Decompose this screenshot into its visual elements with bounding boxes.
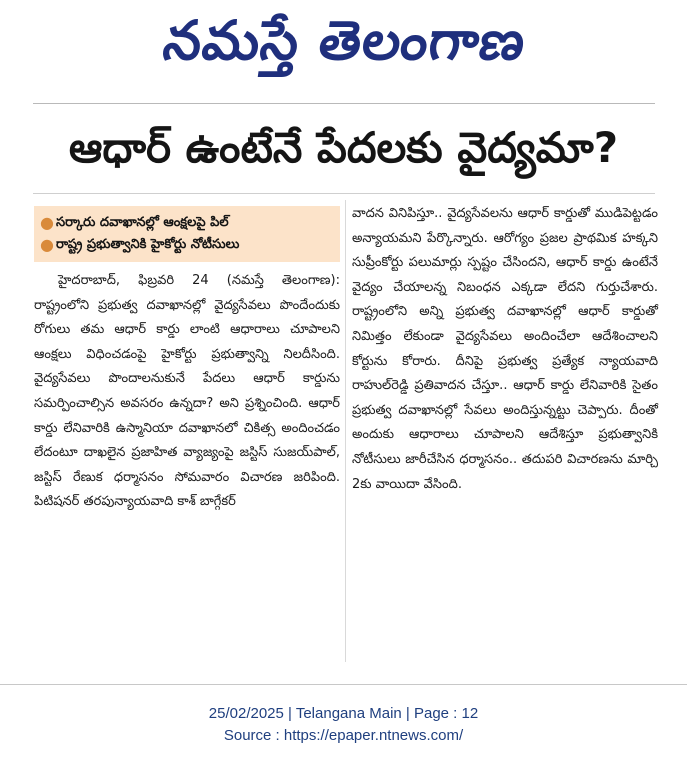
- source-link[interactable]: Source : https://epaper.ntnews.com/: [223, 727, 464, 744]
- article-headline: [0, 118, 687, 188]
- source-footer: [0, 703, 687, 747]
- bullet-icon: ●: [40, 235, 54, 254]
- headline-divider: [33, 193, 655, 194]
- highlight-text: రాష్ట్ర ప్రభుత్వానికి హైకోర్టు నోటీసులు: [56, 237, 240, 252]
- highlights-box: [34, 206, 340, 262]
- footer-divider: [0, 684, 687, 685]
- publication-info: 25/02/2025 | Telangana Main | Page : 12: [208, 705, 479, 722]
- article-column-right: [352, 200, 658, 666]
- highlight-text: సర్కారు దవాఖానల్లో ఆంక్షలపై పిల్: [56, 215, 229, 230]
- highlight-item: [40, 212, 332, 234]
- body-text-left: హైదరాబాద్, ఫిబ్రవరి 24 (నమస్తే తెలంగాణ): రాష్ట్రంలోని ప్రభుత్వ దవాఖానల్లో వైద్యసేవలు పొందేందుకు రోగులు తమ ఆధార్ కార్డు లాంటి ఆధారాలు చూపాలని ఆంక్షలు విధించడంపై హైకోర్టు ప్రభుత్వాన్ని నిలదీసింది. వైద్యసేవలు పొందాలనుకునే పేదలు ఆధార్ కార్డును సమర్పించాల్సిన అవసరం ఉన్నదా? అని ప్రశ్నించింది. ఆధార్ కార్డు లేనివారికి ఉస్మానియా దవాఖానలో చికిత్స అందించడం లేదంటూ దాఖలైన ప్రజాహిత వ్యాజ్యంపై జస్టిస్ సుజయ్‌పాల్, జస్టిస్ రేణుక ధర్మాసనం సోమవారం విచారణ జరిపింది. పిటిషనర్ తరపున్యాయవాది కాశ్ బాగ్గేకర్: [34, 273, 340, 510]
- masthead: [0, 2, 687, 92]
- masthead-divider: [33, 103, 655, 104]
- body-text-right: వాదన వినిపిస్తూ.. వైద్యసేవలను ఆధార్ కార్డుతో ముడిపెట్టడం అన్యాయమని పేర్కొన్నారు. ఆరోగ్యం ప్రజల ప్రాథమిక హక్కని సుప్రీంకోర్టు పలుమార్లు స్పష్టం చేసిందని, ఆధార్ కార్డు ఉంటేనే వైద్యం చేయాలన్న నిబంధన ఎక్కడా లేదని గుర్తుచేశారు. రాష్ట్రంలోని అన్ని ప్రభుత్వ దవాఖానల్లో ఆధార్ కార్డుతో నిమిత్తం లేకుండా వైద్యసేవలు అందించేలా ఆదేశించాలని కోర్టును కోరారు. దీనిపై ప్రభుత్వ ప్రత్యేక న్యాయవాది రాహుల్‌రెడ్డి ప్రతివాదన చేస్తూ.. ఆధార్ కార్డు లేనివారికి సైతం ప్రభుత్వ దవాఖానల్లో సేవలు అందిస్తున్నట్టు చెప్పారు. దీంతో అందుకు ఆధారాలు చూపాలని ఆదేశిస్తూ ప్రభుత్వానికి నోటీసులు జారీచేసిన ధర్మాసనం.. తదుపరి విచారణను మార్చి 2కు వాయిదా వేసింది.: [352, 206, 658, 492]
- bullet-icon: ●: [40, 213, 54, 232]
- newspaper-logo: నమస్తే తెలంగాణ: [159, 8, 530, 72]
- column-divider: [345, 200, 346, 662]
- article-column-left: [34, 200, 340, 666]
- headline-text: ఆధార్ ఉంటేనే పేదలకు వైద్యమా?: [68, 123, 619, 172]
- highlight-item: [40, 234, 332, 256]
